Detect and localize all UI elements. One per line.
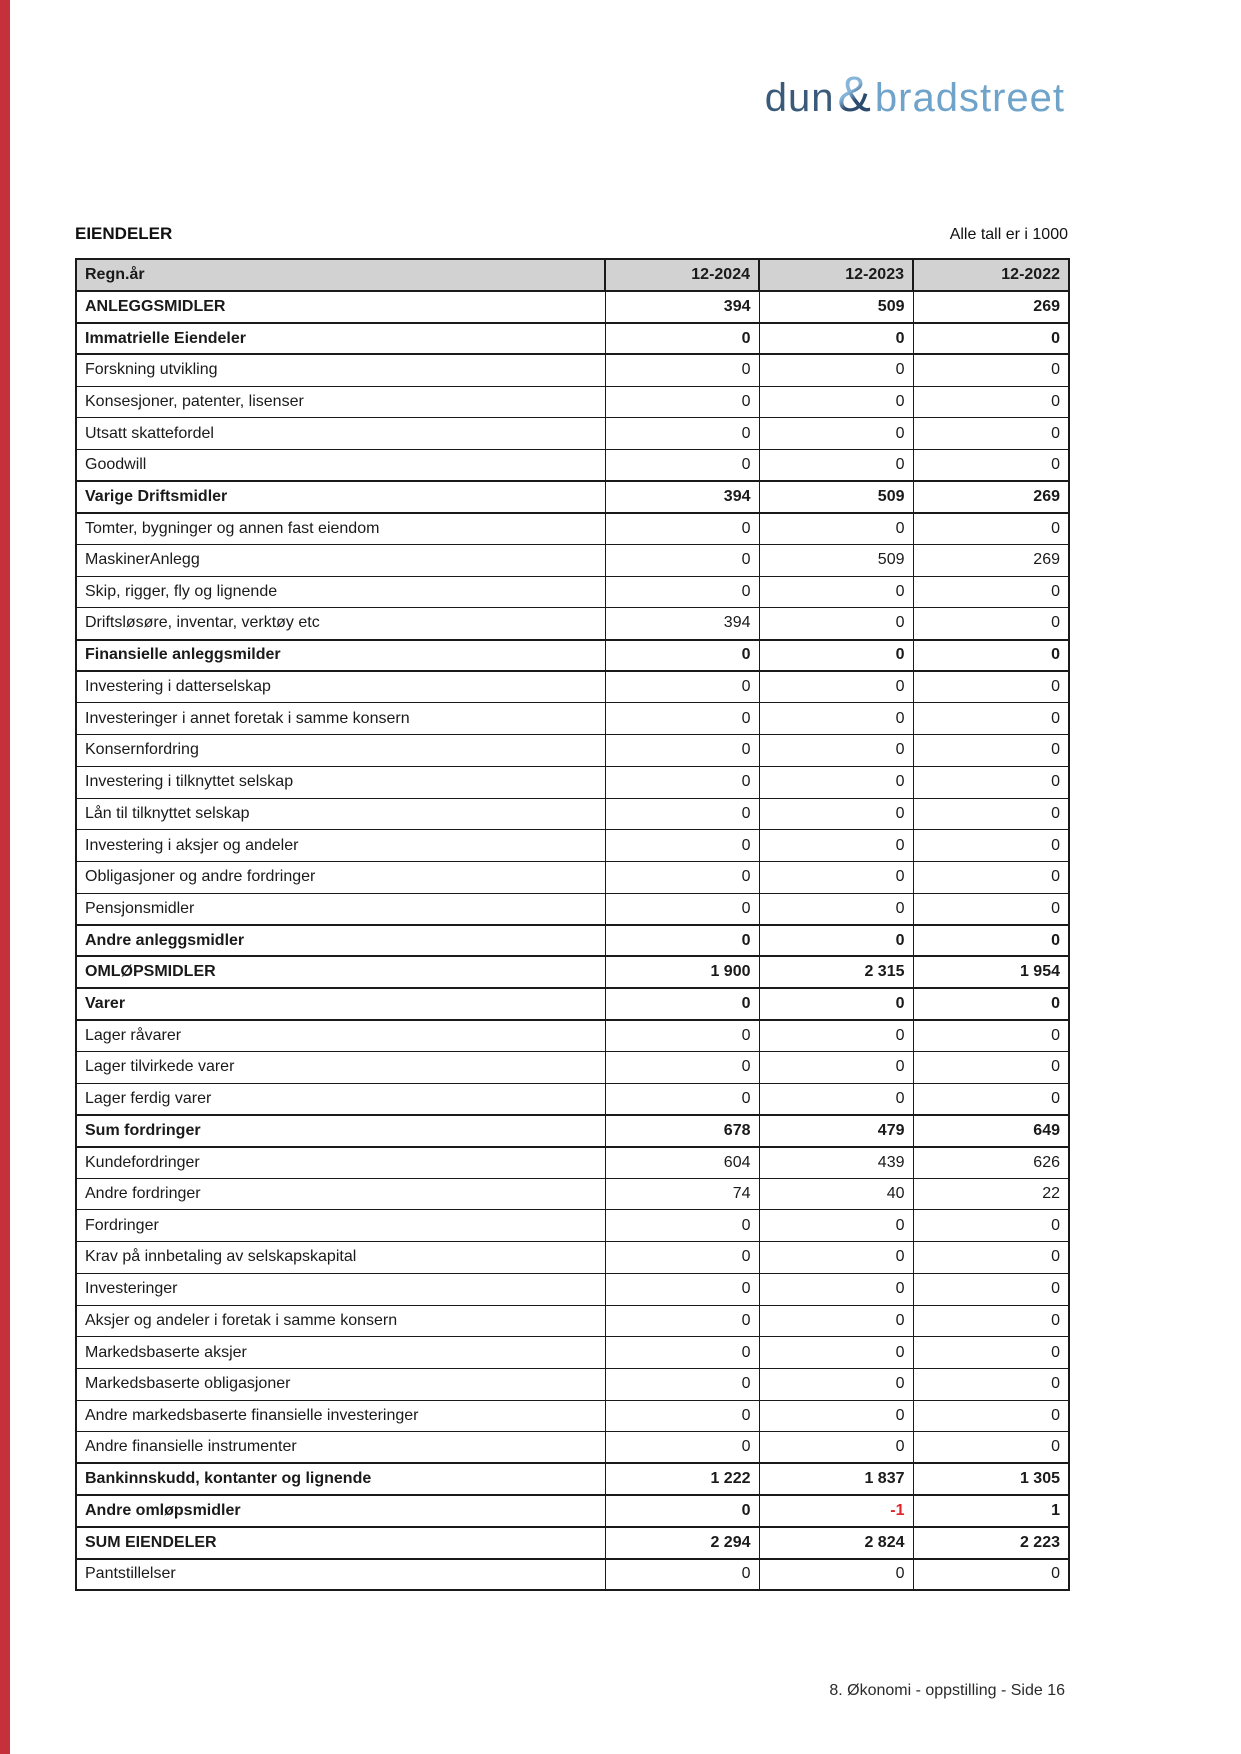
row-value: 0 [913,671,1069,703]
row-value: 604 [605,1147,759,1179]
row-value: 479 [759,1115,913,1147]
row-value: 0 [759,1242,913,1274]
row-value: 269 [913,545,1069,577]
table-row [76,735,1069,767]
table-row [76,1210,1069,1242]
row-value: 0 [605,1432,759,1464]
column-header-12-2023: 12-2023 [759,259,913,291]
row-value: 0 [759,354,913,386]
row-value: 0 [759,1432,913,1464]
table-row [76,418,1069,450]
row-value: 1 [913,1495,1069,1527]
logo-ampersand-icon: & [837,66,872,122]
row-value: 0 [605,354,759,386]
row-value: 0 [759,1273,913,1305]
row-value: 0 [913,1273,1069,1305]
row-value: 0 [913,988,1069,1020]
row-value: 0 [759,576,913,608]
row-label: Skip, rigger, fly og lignende [76,576,605,608]
row-value: 1 900 [605,956,759,988]
row-value: 0 [913,323,1069,355]
row-label: Obligasjoner og andre fordringer [76,861,605,893]
table-row [76,1559,1069,1591]
row-value: 22 [913,1178,1069,1210]
row-value: 0 [913,1432,1069,1464]
row-value: 0 [759,988,913,1020]
row-label: Krav på innbetaling av selskapskapital [76,1242,605,1274]
row-value: 626 [913,1147,1069,1179]
row-value: 2 223 [913,1527,1069,1559]
table-row [76,323,1069,355]
row-label: Lager råvarer [76,1020,605,1052]
row-value: 0 [913,386,1069,418]
row-label: Goodwill [76,449,605,481]
row-value: 509 [759,481,913,513]
section-title: EIENDELER [75,224,173,243]
table-row [76,1527,1069,1559]
row-value: 0 [605,1400,759,1432]
row-value: 0 [605,1242,759,1274]
table-row [76,449,1069,481]
row-value: 0 [913,1305,1069,1337]
table-row [76,671,1069,703]
row-value: 0 [913,925,1069,957]
row-label: Lager tilvirkede varer [76,1052,605,1084]
row-value: 0 [759,1210,913,1242]
table-row [76,1400,1069,1432]
row-value: 0 [759,798,913,830]
table-row [76,481,1069,513]
units-note: Alle tall er i 1000 [949,226,1068,243]
row-value: 0 [913,1083,1069,1115]
row-label: Andre fordringer [76,1178,605,1210]
row-value: 0 [759,735,913,767]
row-value: 0 [913,861,1069,893]
table-row [76,1495,1069,1527]
assets-table [75,258,1070,1591]
row-value: 0 [605,449,759,481]
row-value: 0 [605,640,759,672]
row-value: 0 [913,608,1069,640]
row-label: Fordringer [76,1210,605,1242]
left-accent-bar [0,0,10,1754]
row-value: 0 [913,1559,1069,1591]
table-row [76,925,1069,957]
row-value: 0 [605,1337,759,1369]
table-row [76,1432,1069,1464]
row-label: Utsatt skattefordel [76,418,605,450]
row-value: 0 [759,1020,913,1052]
row-value: 0 [605,1052,759,1084]
row-value: 0 [759,418,913,450]
row-value: 0 [913,1400,1069,1432]
row-label: Markedsbaserte aksjer [76,1337,605,1369]
table-row [76,988,1069,1020]
row-value: 2 315 [759,956,913,988]
row-value: 649 [913,1115,1069,1147]
row-value: 0 [759,1368,913,1400]
row-label: Investeringer i annet foretak i samme konsern [76,703,605,735]
row-value: 0 [913,1242,1069,1274]
row-value: 0 [759,830,913,862]
row-value: 0 [759,1305,913,1337]
row-value: 394 [605,608,759,640]
row-value: 0 [605,1083,759,1115]
row-value: 0 [605,1020,759,1052]
row-value: 0 [913,798,1069,830]
row-label: Andre finansielle instrumenter [76,1432,605,1464]
row-value: 0 [605,1368,759,1400]
row-value: 0 [759,766,913,798]
table-row [76,354,1069,386]
row-value: 0 [759,925,913,957]
row-value: 0 [913,576,1069,608]
assets-table-wrap [75,258,1068,1591]
row-label: Andre markedsbaserte finansielle investeringer [76,1400,605,1432]
row-value: 0 [759,893,913,925]
table-row [76,703,1069,735]
row-label: Pantstillelser [76,1559,605,1591]
row-value: 1 222 [605,1463,759,1495]
row-value: 0 [605,735,759,767]
row-value: 0 [759,671,913,703]
row-label: Konsesjoner, patenter, lisenser [76,386,605,418]
row-label: Varer [76,988,605,1020]
row-label: Tomter, bygninger og annen fast eiendom [76,513,605,545]
row-label: Investering i tilknyttet selskap [76,766,605,798]
table-row [76,1115,1069,1147]
row-value: 0 [759,1337,913,1369]
row-value: 0 [605,861,759,893]
row-label: Bankinnskudd, kontanter og lignende [76,1463,605,1495]
table-row [76,1147,1069,1179]
row-value: 0 [605,671,759,703]
row-label: Driftsløsøre, inventar, verktøy etc [76,608,605,640]
row-value: 509 [759,545,913,577]
row-value: 0 [759,1400,913,1432]
row-value: 2 824 [759,1527,913,1559]
row-value: 0 [759,386,913,418]
row-value: 0 [759,1052,913,1084]
row-value: 0 [605,798,759,830]
table-row [76,956,1069,988]
table-row [76,893,1069,925]
row-label: Aksjer og andeler i foretak i samme konsern [76,1305,605,1337]
table-row [76,1083,1069,1115]
row-value: 0 [913,1368,1069,1400]
row-value: 0 [605,925,759,957]
table-row [76,861,1069,893]
row-value: 0 [913,1020,1069,1052]
row-value: 0 [605,513,759,545]
row-value: 74 [605,1178,759,1210]
row-value: 0 [605,545,759,577]
row-value: 0 [605,1210,759,1242]
row-value: 0 [605,1495,759,1527]
row-label: Forskning utvikling [76,354,605,386]
table-row [76,1052,1069,1084]
row-value: 2 294 [605,1527,759,1559]
row-value: 0 [605,893,759,925]
row-label: ANLEGGSMIDLER [76,291,605,323]
row-label: OMLØPSMIDLER [76,956,605,988]
row-label: Sum fordringer [76,1115,605,1147]
row-label: Andre anleggsmidler [76,925,605,957]
row-value: 0 [913,893,1069,925]
row-value: 394 [605,291,759,323]
row-value: 0 [605,1559,759,1591]
row-value: 1 305 [913,1463,1069,1495]
row-value: 0 [605,766,759,798]
row-value: 40 [759,1178,913,1210]
row-value: 0 [913,1210,1069,1242]
row-value: 0 [759,1559,913,1591]
row-value: 394 [605,481,759,513]
row-value: 439 [759,1147,913,1179]
row-value: 0 [605,830,759,862]
table-row [76,1305,1069,1337]
row-value: 1 837 [759,1463,913,1495]
row-value: 0 [605,418,759,450]
row-label: Konsernfordring [76,735,605,767]
row-value: 0 [759,323,913,355]
row-label: Finansielle anleggsmilder [76,640,605,672]
column-header-12-2024: 12-2024 [605,259,759,291]
table-row [76,1273,1069,1305]
row-value: 0 [913,830,1069,862]
table-row [76,1463,1069,1495]
row-value: 0 [605,576,759,608]
row-value: 0 [913,703,1069,735]
table-row [76,513,1069,545]
table-row [76,1337,1069,1369]
table-row [76,640,1069,672]
row-label: Lån til tilknyttet selskap [76,798,605,830]
table-header-row [76,259,1069,291]
row-value: 0 [759,449,913,481]
row-label: Markedsbaserte obligasjoner [76,1368,605,1400]
row-value: 1 954 [913,956,1069,988]
document-header [75,224,1068,244]
row-label: Andre omløpsmidler [76,1495,605,1527]
row-value: 0 [759,608,913,640]
row-value: 509 [759,291,913,323]
row-value: 0 [605,386,759,418]
table-row [76,1178,1069,1210]
row-label: SUM EIENDELER [76,1527,605,1559]
table-row [76,798,1069,830]
row-label: Pensjonsmidler [76,893,605,925]
row-label: Kundefordringer [76,1147,605,1179]
table-body [76,291,1069,1590]
row-label: Investering i datterselskap [76,671,605,703]
row-value: 0 [759,513,913,545]
row-value: 0 [759,861,913,893]
table-row [76,545,1069,577]
row-value: 0 [913,513,1069,545]
row-value: 0 [759,640,913,672]
row-value: 0 [605,703,759,735]
table-row [76,1020,1069,1052]
row-value: 0 [913,735,1069,767]
row-value: -1 [759,1495,913,1527]
logo-text-bradstreet: bradstreet [874,76,1065,120]
row-value: 0 [605,988,759,1020]
row-value: 0 [913,449,1069,481]
row-label: Varige Driftsmidler [76,481,605,513]
column-header-regnar: Regn.år [76,259,605,291]
row-label: Lager ferdig varer [76,1083,605,1115]
table-row [76,1368,1069,1400]
row-value: 678 [605,1115,759,1147]
table-row [76,1242,1069,1274]
row-value: 0 [913,1052,1069,1084]
logo-text-dun: dun [764,76,835,120]
table-row [76,830,1069,862]
table-row [76,608,1069,640]
row-value: 0 [913,418,1069,450]
row-value: 0 [759,703,913,735]
row-label: Investering i aksjer og andeler [76,830,605,862]
dun-bradstreet-logo [765,68,1065,124]
page-footer: 8. Økonomi - oppstilling - Side 16 [829,1682,1065,1699]
row-value: 269 [913,291,1069,323]
row-value: 269 [913,481,1069,513]
row-value: 0 [759,1083,913,1115]
row-label: Investeringer [76,1273,605,1305]
table-row [76,291,1069,323]
row-value: 0 [913,766,1069,798]
table-row [76,386,1069,418]
row-value: 0 [913,354,1069,386]
row-value: 0 [605,323,759,355]
row-label: Immatrielle Eiendeler [76,323,605,355]
row-label: MaskinerAnlegg [76,545,605,577]
table-row [76,576,1069,608]
row-value: 0 [913,1337,1069,1369]
column-header-12-2022: 12-2022 [913,259,1069,291]
row-value: 0 [605,1305,759,1337]
row-value: 0 [913,640,1069,672]
row-value: 0 [605,1273,759,1305]
table-row [76,766,1069,798]
